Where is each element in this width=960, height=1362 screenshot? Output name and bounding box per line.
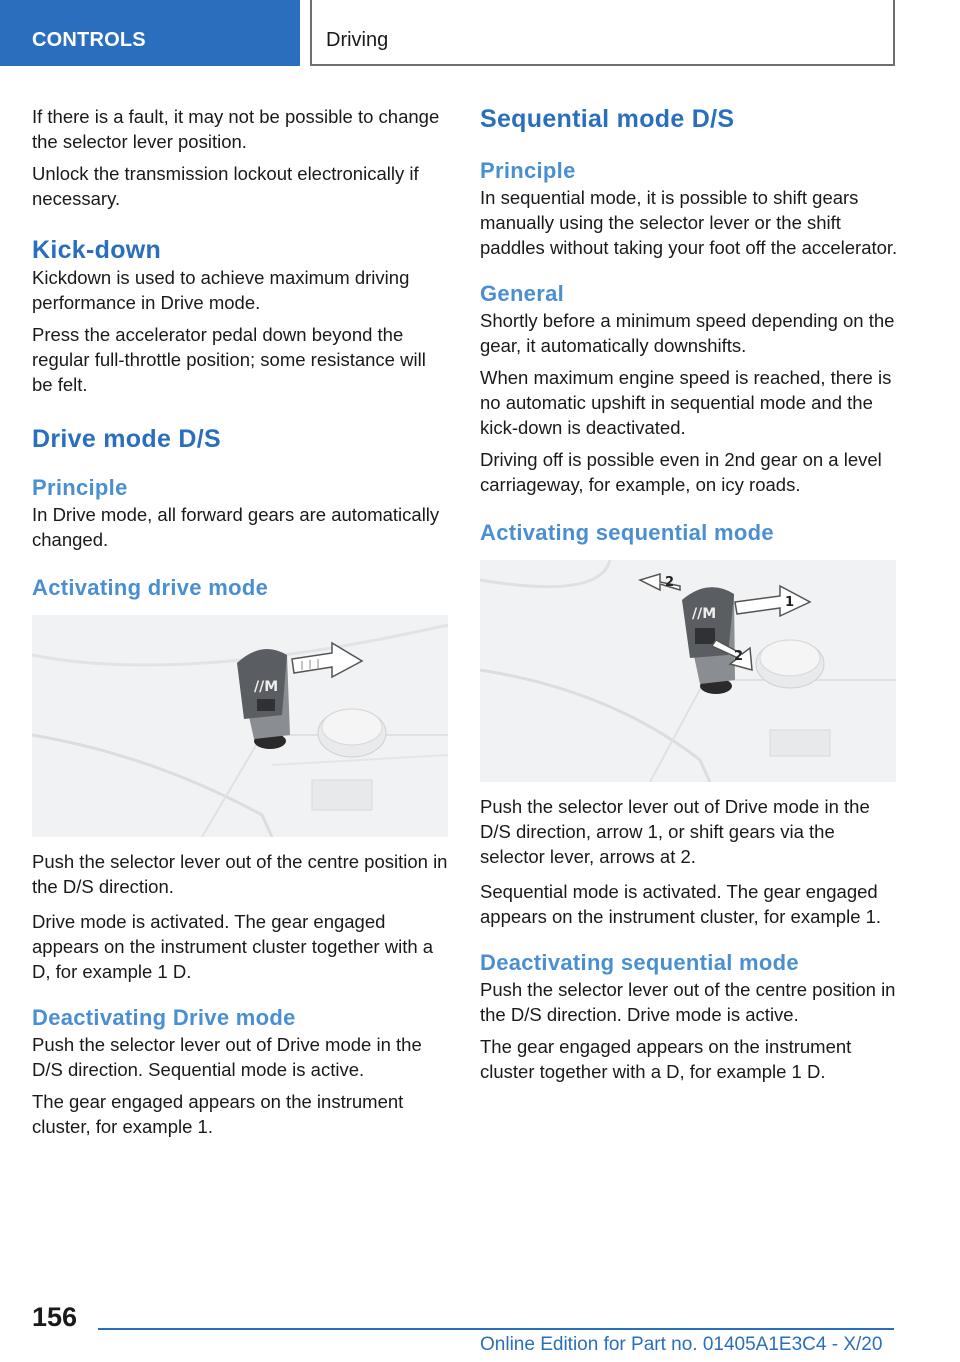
section-title: Driving bbox=[326, 29, 389, 51]
deactivating-drive-paragraph-2: The gear engaged appears on the instrument cluster, for example 1. bbox=[32, 1091, 404, 1137]
activating-sequential-paragraph-2: Sequential mode is activated. The gear engaged appears on the instrument cluster, for example 1. bbox=[480, 881, 882, 927]
selector-lever-sequential-image bbox=[480, 560, 896, 782]
activating-sequential-heading: Activating sequential mode bbox=[480, 520, 774, 545]
deactivating-sequential-paragraph-1: Push the selector lever out of the centre position in the D/S direction. Drive mode is active. bbox=[480, 979, 896, 1025]
activating-drive-paragraph-2: Drive mode is activated. The gear engaged appears on the instrument cluster together with a D, for example 1 D. bbox=[32, 911, 434, 982]
sequential-mode-illustration bbox=[480, 560, 896, 782]
sequential-principle-text: In sequential mode, it is possible to shift gears manually using the selector lever or the shift paddles without taking your foot off the accelerator. bbox=[480, 187, 898, 258]
activating-drive-paragraph-1: Push the selector lever out of the centre position in the D/S direction. bbox=[32, 851, 448, 897]
header-divider-right bbox=[893, 0, 895, 66]
chapter-tab bbox=[0, 0, 300, 66]
header-underline bbox=[310, 64, 895, 66]
unlock-paragraph: Unlock the transmission lockout electronically if necessary. bbox=[32, 163, 419, 209]
deactivating-sequential-heading: Deactivating sequential mode bbox=[480, 950, 799, 975]
activating-sequential-paragraph-1: Push the selector lever out of Drive mode in the D/S direction, arrow 1, or shift gears via the selector lever, arrows at 2. bbox=[480, 796, 870, 867]
sequential-principle-heading: Principle bbox=[480, 158, 576, 183]
arrow-label-1: 1 bbox=[785, 595, 795, 610]
footer-rule bbox=[98, 1328, 894, 1330]
drive-mode-heading: Drive mode D/S bbox=[32, 425, 221, 453]
kickdown-paragraph-1: Kickdown is used to achieve maximum driving performance in Drive mode. bbox=[32, 267, 410, 313]
general-paragraph-3: Driving off is possible even in 2nd gear on a level carriageway, for example, on icy roads. bbox=[480, 449, 882, 495]
right-column bbox=[480, 104, 898, 1091]
page-number: 156 bbox=[32, 1302, 78, 1332]
left-column bbox=[32, 104, 450, 1146]
svg-text://M: //M bbox=[692, 606, 717, 622]
deactivating-drive-paragraph-1: Push the selector lever out of Drive mode in the D/S direction. Sequential mode is active. bbox=[32, 1034, 422, 1080]
drive-principle-heading: Principle bbox=[32, 475, 128, 500]
arrow-label-2-up: 2 bbox=[665, 575, 675, 590]
activating-drive-heading: Activating drive mode bbox=[32, 575, 269, 600]
kickdown-paragraph-2: Press the accelerator pedal down beyond the regular full-throttle position; some resistance will be felt. bbox=[32, 324, 426, 395]
header-divider-left bbox=[310, 0, 312, 66]
general-paragraph-1: Shortly before a minimum speed depending on the gear, it automatically downshifts. bbox=[480, 310, 895, 356]
drive-mode-illustration bbox=[32, 615, 448, 837]
kickdown-heading: Kick-down bbox=[32, 236, 162, 264]
deactivating-sequential-paragraph-2: The gear engaged appears on the instrument cluster together with a D, for example 1 D. bbox=[480, 1036, 852, 1082]
chapter-title: CONTROLS bbox=[32, 29, 146, 51]
arrow-label-2-down: 2 bbox=[734, 649, 744, 664]
general-heading: General bbox=[480, 281, 565, 306]
svg-text://M: //M bbox=[254, 679, 279, 695]
sequential-mode-heading: Sequential mode D/S bbox=[480, 105, 735, 133]
drive-principle-text: In Drive mode, all forward gears are automatically changed. bbox=[32, 504, 440, 550]
deactivating-drive-heading: Deactivating Drive mode bbox=[32, 1005, 296, 1030]
selector-lever-drive-image bbox=[32, 615, 448, 837]
general-paragraph-2: When maximum engine speed is reached, there is no automatic upshift in sequential mode and the kick-down is deactivated. bbox=[480, 367, 892, 438]
footer-edition-text: Online Edition for Part no. 01405A1E3C4 - X/20 bbox=[480, 1334, 883, 1355]
fault-paragraph: If there is a fault, it may not be possible to change the selector lever position. bbox=[32, 106, 440, 152]
